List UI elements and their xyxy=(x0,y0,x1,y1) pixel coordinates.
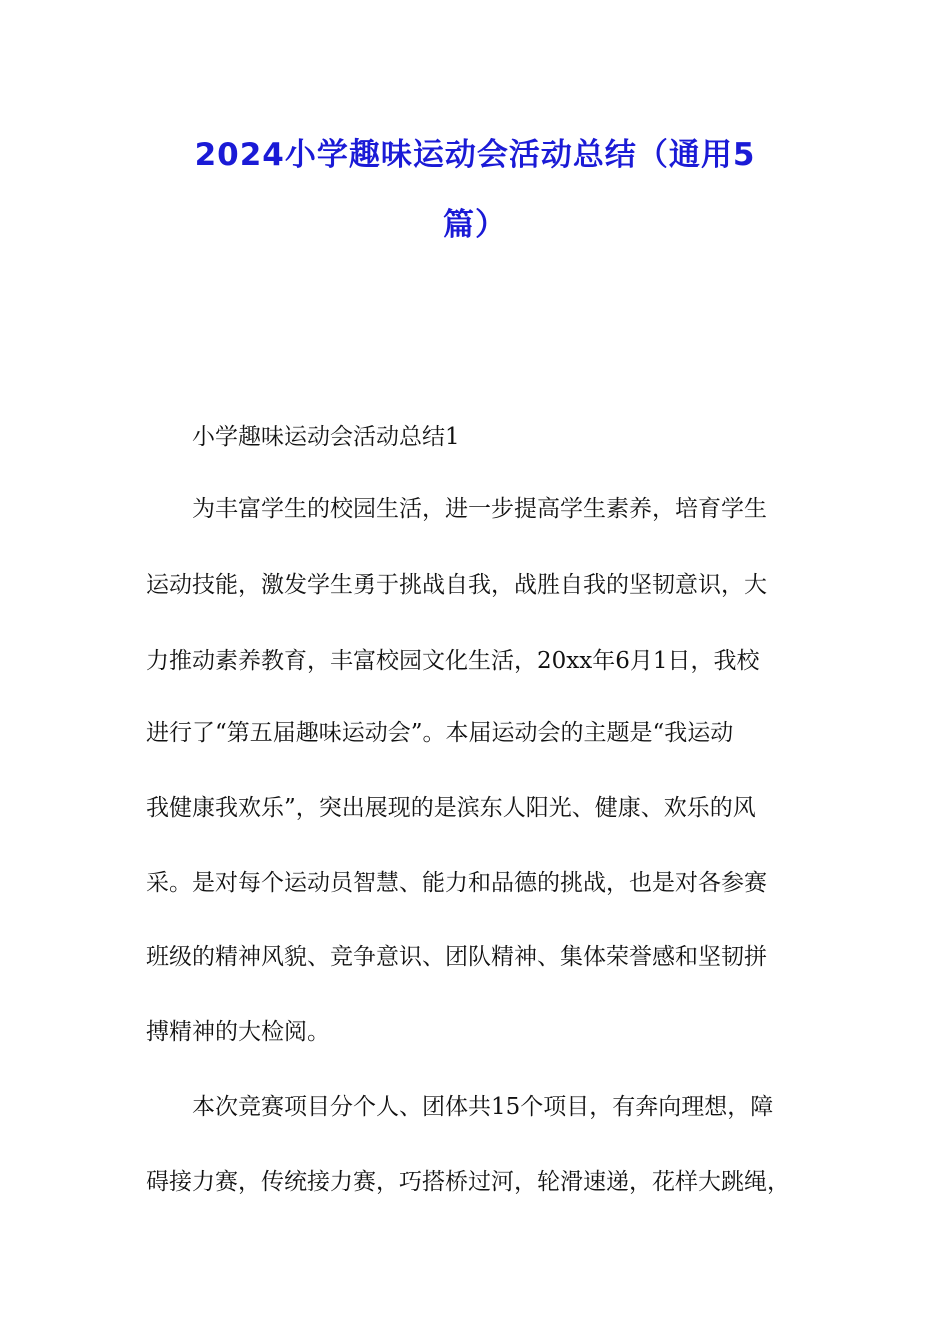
paragraph-2-line-1: 本次竞赛项目分个人、团体共15个项目，有奔向理想，障 xyxy=(192,1094,774,1120)
paragraph-1-line-6: 采。是对每个运动员智慧、能力和品德的挑战，也是对各参赛 xyxy=(146,870,767,896)
document-title-line-1: 2024小学趣味运动会活动总结（通用5 xyxy=(194,137,756,173)
paragraph-1-line-3: 力推动素养教育，丰富校园文化生活，20xx年6月1日，我校 xyxy=(146,648,760,674)
paragraph-1-line-2: 运动技能，激发学生勇于挑战自我，战胜自我的坚韧意识，大 xyxy=(146,572,767,598)
paragraph-1-line-7: 班级的精神风貌、竞争意识、团队精神、集体荣誉感和坚韧拼 xyxy=(146,944,767,970)
paragraph-1-line-5: 我健康我欢乐”，突出展现的是滨东人阳光、健康、欢乐的风 xyxy=(146,795,756,821)
paragraph-2-line-2: 碍接力赛，传统接力赛，巧搭桥过河，轮滑速递，花样大跳绳， xyxy=(146,1169,790,1195)
section-heading: 小学趣味运动会活动总结1 xyxy=(192,424,460,450)
paragraph-1-line-1: 为丰富学生的校园生活，进一步提高学生素养，培育学生 xyxy=(192,496,767,522)
paragraph-1-line-8: 搏精神的大检阅。 xyxy=(146,1019,330,1045)
paragraph-1-line-4: 进行了“第五届趣味运动会”。本届运动会的主题是“我运动 xyxy=(146,720,734,746)
document-title-line-2: 篇） xyxy=(443,207,507,243)
